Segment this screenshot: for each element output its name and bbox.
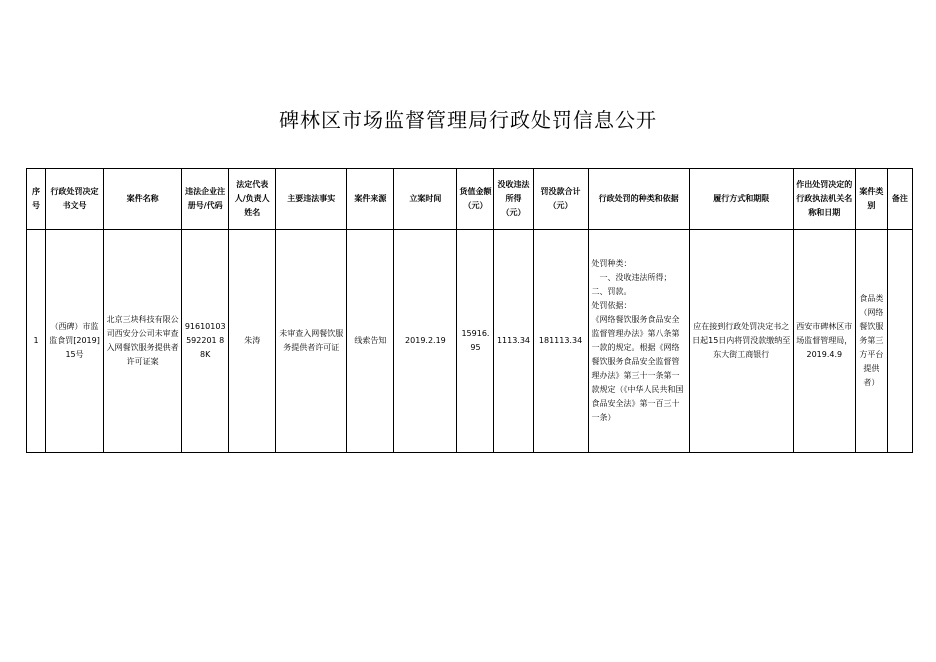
page-title: 碑林区市场监督管理局行政处罚信息公开 bbox=[279, 108, 657, 132]
cell-facts: 未审查入网餐饮服务提供者许可证 bbox=[276, 230, 347, 453]
header-seq: 序号 bbox=[27, 169, 46, 230]
cell-remark bbox=[887, 230, 912, 453]
table-row bbox=[27, 230, 913, 453]
header-legal-rep: 法定代表人/负责人姓名 bbox=[229, 169, 276, 230]
penalty-info-table bbox=[26, 168, 913, 453]
header-facts: 主要违法事实 bbox=[276, 169, 347, 230]
header-source: 案件来源 bbox=[347, 169, 394, 230]
cell-source: 线索告知 bbox=[347, 230, 394, 453]
cell-category: 食品类（网络餐饮服务第三方平台提供者） bbox=[855, 230, 887, 453]
penalty-line: 处罚依据： bbox=[591, 301, 632, 310]
header-filed-date: 立案时间 bbox=[394, 169, 457, 230]
cell-penalty bbox=[588, 230, 689, 453]
cell-total: 181113.34 bbox=[533, 230, 588, 453]
cell-reg-code: 91610103592201 88K bbox=[182, 230, 229, 453]
cell-filed-date: 2019.2.19 bbox=[394, 230, 457, 453]
penalty-line: 处罚种类： bbox=[591, 259, 632, 268]
header-total: 罚没款合计（元） bbox=[533, 169, 588, 230]
penalty-line: 《网络餐饮服务食品安全监督管理办法》第八条第一款的规定。根据《网络餐饮服务食品安全监督管理办法》第三十一条第一款规定（《中华人民共和国食品安全法》第一百三十一条） bbox=[591, 315, 684, 422]
header-performance: 履行方式和期限 bbox=[689, 169, 793, 230]
cell-seq: 1 bbox=[27, 230, 46, 453]
cell-legal-rep: 朱涛 bbox=[229, 230, 276, 453]
cell-goods-value: 15916.95 bbox=[457, 230, 494, 453]
header-reg-code: 违法企业注册号/代码 bbox=[182, 169, 229, 230]
penalty-line: 二、罚款。 bbox=[591, 287, 632, 296]
cell-performance: 应在接到行政处罚决定书之日起15日内将罚没款缴纳至东大街工商银行 bbox=[689, 230, 793, 453]
penalty-line: 一、没收违法所得； bbox=[599, 273, 672, 282]
header-doc-no: 行政处罚决定书文号 bbox=[46, 169, 104, 230]
header-authority: 作出处罚决定的行政执法机关名称和日期 bbox=[793, 169, 855, 230]
cell-case-name: 北京三块科技有限公司西安分公司未审查入网餐饮服务提供者许可证案 bbox=[104, 230, 182, 453]
cell-authority: 西安市碑林区市场监督管理局，2019.4.9 bbox=[793, 230, 855, 453]
header-category: 案件类别 bbox=[855, 169, 887, 230]
header-remark: 备注 bbox=[887, 169, 912, 230]
cell-confiscated: 1113.34 bbox=[494, 230, 533, 453]
table-header-row bbox=[27, 169, 913, 230]
header-goods-value: 货值金额（元） bbox=[457, 169, 494, 230]
cell-doc-no: （西碑）市监监食罚[2019]15号 bbox=[46, 230, 104, 453]
header-penalty: 行政处罚的种类和依据 bbox=[588, 169, 689, 230]
header-case-name: 案件名称 bbox=[104, 169, 182, 230]
header-confiscated: 没收违法所得（元） bbox=[494, 169, 533, 230]
